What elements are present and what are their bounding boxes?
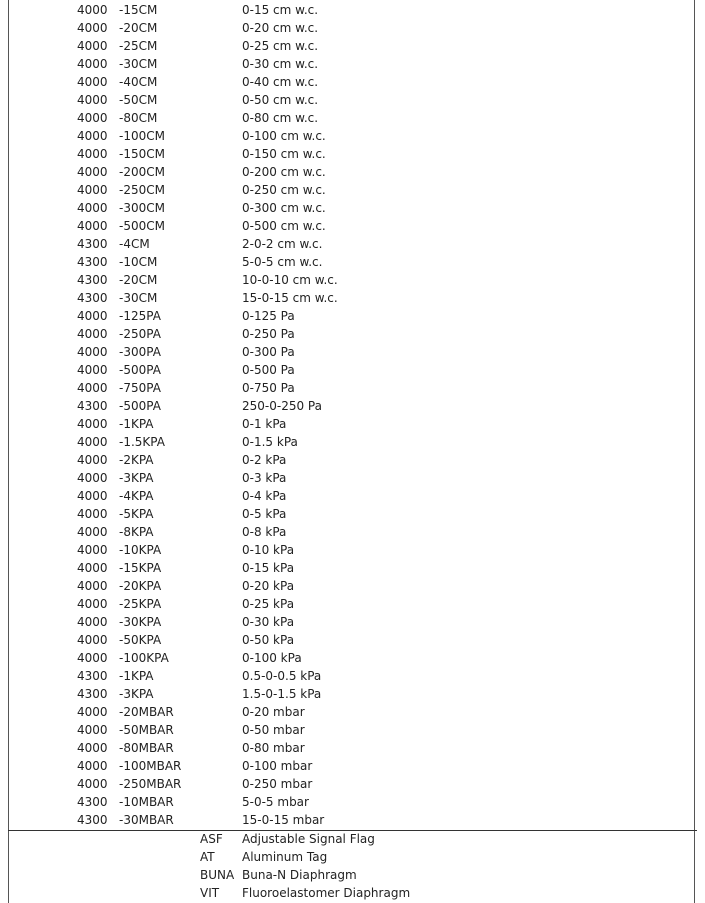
model-code: -2KPA bbox=[119, 453, 154, 467]
model-code: -4KPA bbox=[119, 489, 154, 503]
model-prefix: 4000 bbox=[77, 597, 108, 611]
model-prefix: 4000 bbox=[77, 39, 108, 53]
model-prefix: 4000 bbox=[77, 417, 108, 431]
model-code: -300CM bbox=[119, 201, 165, 215]
model-range: 0-5 kPa bbox=[242, 507, 287, 521]
model-code: -4CM bbox=[119, 237, 150, 251]
model-range: 0-750 Pa bbox=[242, 381, 295, 395]
model-range: 0-1.5 kPa bbox=[242, 435, 298, 449]
model-code: -1KPA bbox=[119, 417, 154, 431]
model-range: 0-20 cm w.c. bbox=[242, 21, 319, 35]
option-description: Adjustable Signal Flag bbox=[242, 832, 375, 846]
model-code: -10KPA bbox=[119, 543, 162, 557]
model-code: -20KPA bbox=[119, 579, 162, 593]
model-range: 0-30 cm w.c. bbox=[242, 57, 319, 71]
model-range: 0-8 kPa bbox=[242, 525, 287, 539]
model-prefix: 4000 bbox=[77, 651, 108, 665]
model-prefix: 4000 bbox=[77, 579, 108, 593]
model-code: -250MBAR bbox=[119, 777, 182, 791]
model-range: 0-80 cm w.c. bbox=[242, 111, 319, 125]
model-prefix: 4000 bbox=[77, 3, 108, 17]
model-code: -15KPA bbox=[119, 561, 162, 575]
model-range: 0-3 kPa bbox=[242, 471, 287, 485]
model-code: -3KPA bbox=[119, 687, 154, 701]
option-code: ASF bbox=[200, 832, 223, 846]
model-code: -25KPA bbox=[119, 597, 162, 611]
model-code: -25CM bbox=[119, 39, 158, 53]
model-range: 15-0-15 mbar bbox=[242, 813, 325, 827]
model-prefix: 4000 bbox=[77, 759, 108, 773]
model-code: -30MBAR bbox=[119, 813, 174, 827]
model-prefix: 4000 bbox=[77, 309, 108, 323]
model-range: 0-500 cm w.c. bbox=[242, 219, 326, 233]
model-prefix: 4000 bbox=[77, 561, 108, 575]
model-code: -8KPA bbox=[119, 525, 154, 539]
model-range: 0-4 kPa bbox=[242, 489, 287, 503]
model-prefix: 4000 bbox=[77, 723, 108, 737]
model-code: -50CM bbox=[119, 93, 158, 107]
model-code: -1.5KPA bbox=[119, 435, 165, 449]
model-range: 0-250 cm w.c. bbox=[242, 183, 326, 197]
model-prefix: 4000 bbox=[77, 543, 108, 557]
model-range: 0-10 kPa bbox=[242, 543, 295, 557]
model-code: -100MBAR bbox=[119, 759, 182, 773]
model-range: 0-40 cm w.c. bbox=[242, 75, 319, 89]
option-description: Aluminum Tag bbox=[242, 850, 328, 864]
model-prefix: 4300 bbox=[77, 687, 108, 701]
model-range: 0-250 Pa bbox=[242, 327, 295, 341]
model-range: 0-50 kPa bbox=[242, 633, 295, 647]
model-prefix: 4000 bbox=[77, 57, 108, 71]
model-code: -1KPA bbox=[119, 669, 154, 683]
model-range: 0-80 mbar bbox=[242, 741, 305, 755]
model-prefix: 4000 bbox=[77, 777, 108, 791]
model-range: 250-0-250 Pa bbox=[242, 399, 322, 413]
model-prefix: 4000 bbox=[77, 219, 108, 233]
model-prefix: 4000 bbox=[77, 525, 108, 539]
model-range: 2-0-2 cm w.c. bbox=[242, 237, 323, 251]
model-range: 5-0-5 mbar bbox=[242, 795, 309, 809]
model-code: -750PA bbox=[119, 381, 161, 395]
model-code: -50MBAR bbox=[119, 723, 174, 737]
model-code: -20CM bbox=[119, 273, 158, 287]
model-prefix: 4000 bbox=[77, 129, 108, 143]
model-code: -80MBAR bbox=[119, 741, 174, 755]
model-code: -10MBAR bbox=[119, 795, 174, 809]
model-range: 0-15 kPa bbox=[242, 561, 295, 575]
model-prefix: 4000 bbox=[77, 21, 108, 35]
model-code: -3KPA bbox=[119, 471, 154, 485]
model-range: 10-0-10 cm w.c. bbox=[242, 273, 338, 287]
model-range: 1.5-0-1.5 kPa bbox=[242, 687, 322, 701]
model-range: 0-200 cm w.c. bbox=[242, 165, 326, 179]
model-code: -20CM bbox=[119, 21, 158, 35]
model-prefix: 4300 bbox=[77, 237, 108, 251]
model-code: -30CM bbox=[119, 57, 158, 71]
model-prefix: 4300 bbox=[77, 669, 108, 683]
model-prefix: 4000 bbox=[77, 489, 108, 503]
model-code: -300PA bbox=[119, 345, 161, 359]
model-range: 0-25 kPa bbox=[242, 597, 295, 611]
model-range: 0-100 mbar bbox=[242, 759, 313, 773]
model-prefix: 4000 bbox=[77, 633, 108, 647]
model-prefix: 4000 bbox=[77, 471, 108, 485]
option-code: BUNA bbox=[200, 868, 235, 882]
model-code: -10CM bbox=[119, 255, 158, 269]
model-prefix: 4000 bbox=[77, 147, 108, 161]
model-code: -500CM bbox=[119, 219, 165, 233]
model-range: 0-1 kPa bbox=[242, 417, 287, 431]
model-prefix: 4300 bbox=[77, 795, 108, 809]
model-prefix: 4000 bbox=[77, 453, 108, 467]
model-code: -125PA bbox=[119, 309, 161, 323]
model-code: -150CM bbox=[119, 147, 165, 161]
table-frame bbox=[8, 0, 695, 903]
model-range: 0-50 mbar bbox=[242, 723, 305, 737]
model-prefix: 4300 bbox=[77, 813, 108, 827]
model-range: 5-0-5 cm w.c. bbox=[242, 255, 323, 269]
model-range: 0-500 Pa bbox=[242, 363, 295, 377]
model-prefix: 4000 bbox=[77, 183, 108, 197]
model-prefix: 4300 bbox=[77, 399, 108, 413]
model-prefix: 4000 bbox=[77, 327, 108, 341]
model-range: 0-15 cm w.c. bbox=[242, 3, 319, 17]
model-range: 0-250 mbar bbox=[242, 777, 313, 791]
model-prefix: 4000 bbox=[77, 741, 108, 755]
model-range: 0-300 cm w.c. bbox=[242, 201, 326, 215]
model-prefix: 4300 bbox=[77, 255, 108, 269]
model-range: 0.5-0-0.5 kPa bbox=[242, 669, 322, 683]
model-code: -250PA bbox=[119, 327, 161, 341]
model-code: -5KPA bbox=[119, 507, 154, 521]
model-range: 0-25 cm w.c. bbox=[242, 39, 319, 53]
model-code: -80CM bbox=[119, 111, 158, 125]
model-code: -200CM bbox=[119, 165, 165, 179]
model-code: -100KPA bbox=[119, 651, 169, 665]
model-code: -500PA bbox=[119, 363, 161, 377]
model-prefix: 4000 bbox=[77, 75, 108, 89]
model-prefix: 4300 bbox=[77, 273, 108, 287]
model-code: -40CM bbox=[119, 75, 158, 89]
model-prefix: 4300 bbox=[77, 291, 108, 305]
option-code: VIT bbox=[200, 886, 220, 900]
model-prefix: 4000 bbox=[77, 111, 108, 125]
model-prefix: 4000 bbox=[77, 507, 108, 521]
model-range: 0-50 cm w.c. bbox=[242, 93, 319, 107]
model-code: -30KPA bbox=[119, 615, 162, 629]
model-prefix: 4000 bbox=[77, 615, 108, 629]
model-prefix: 4000 bbox=[77, 93, 108, 107]
model-range: 0-30 kPa bbox=[242, 615, 295, 629]
model-range: 0-150 cm w.c. bbox=[242, 147, 326, 161]
model-range: 0-20 mbar bbox=[242, 705, 305, 719]
model-code: -15CM bbox=[119, 3, 158, 17]
model-prefix: 4000 bbox=[77, 705, 108, 719]
model-code: -50KPA bbox=[119, 633, 162, 647]
model-code: -20MBAR bbox=[119, 705, 174, 719]
model-range: 0-2 kPa bbox=[242, 453, 287, 467]
model-code: -30CM bbox=[119, 291, 158, 305]
model-code: -100CM bbox=[119, 129, 165, 143]
option-code: AT bbox=[200, 850, 215, 864]
model-code: -500PA bbox=[119, 399, 161, 413]
model-range: 0-300 Pa bbox=[242, 345, 295, 359]
model-prefix: 4000 bbox=[77, 435, 108, 449]
model-code: -250CM bbox=[119, 183, 165, 197]
model-range: 15-0-15 cm w.c. bbox=[242, 291, 338, 305]
model-prefix: 4000 bbox=[77, 165, 108, 179]
model-range: 0-100 kPa bbox=[242, 651, 302, 665]
model-range: 0-100 cm w.c. bbox=[242, 129, 326, 143]
model-range: 0-20 kPa bbox=[242, 579, 295, 593]
model-prefix: 4000 bbox=[77, 381, 108, 395]
option-description: Buna-N Diaphragm bbox=[242, 868, 357, 882]
model-prefix: 4000 bbox=[77, 363, 108, 377]
model-prefix: 4000 bbox=[77, 201, 108, 215]
model-range: 0-125 Pa bbox=[242, 309, 295, 323]
option-description: Fluoroelastomer Diaphragm bbox=[242, 886, 411, 900]
model-prefix: 4000 bbox=[77, 345, 108, 359]
